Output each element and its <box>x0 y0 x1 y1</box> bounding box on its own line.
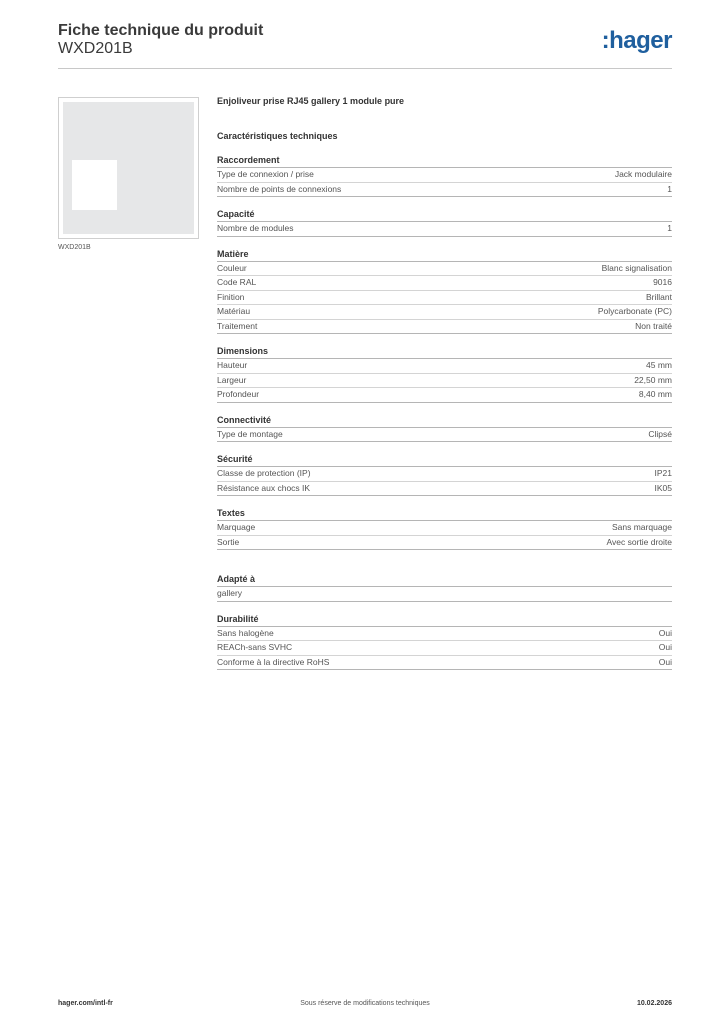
page-title: Fiche technique du produit <box>58 22 264 39</box>
product-reference: WXD201B <box>58 40 133 57</box>
spec-content <box>217 94 672 670</box>
spec-row <box>217 168 672 183</box>
section-title: Dimensions <box>217 345 672 359</box>
spec-section <box>217 573 672 602</box>
spec-label: Classe de protection (IP) <box>217 468 311 478</box>
spec-row <box>217 320 672 335</box>
spec-value: Blanc signalisation <box>601 262 672 273</box>
spec-value: Sans marquage <box>611 522 672 532</box>
spec-value: Oui <box>658 627 672 638</box>
spec-row <box>217 536 672 551</box>
hager-logo: :hager <box>601 27 672 54</box>
section-title: Sécurité <box>217 453 672 467</box>
section-title: Capacité <box>217 208 672 222</box>
spec-row <box>217 521 672 536</box>
footer-website[interactable]: hager.com/intl-fr <box>58 1000 113 1007</box>
section-title: Raccordement <box>217 154 672 168</box>
spec-label: Conforme à la directive RoHS <box>217 656 330 667</box>
spec-row <box>217 388 672 403</box>
spec-value: Avec sortie droite <box>606 536 672 547</box>
spec-row <box>217 262 672 277</box>
spec-value: 8,40 mm <box>638 389 672 399</box>
page-footer <box>58 998 672 1010</box>
spec-row <box>217 627 672 642</box>
spec-row <box>217 183 672 198</box>
section-title: Connectivité <box>217 414 672 428</box>
spec-value: 22,50 mm <box>634 374 672 385</box>
spec-section <box>217 613 672 671</box>
product-image <box>58 97 199 239</box>
spec-value: Jack modulaire <box>614 169 672 179</box>
spec-row <box>217 587 672 602</box>
spec-row <box>217 305 672 320</box>
spec-section <box>217 414 672 443</box>
spec-label: Hauteur <box>217 360 248 370</box>
spec-value: Clipsé <box>648 428 672 439</box>
spec-section <box>217 248 672 335</box>
section-title: Adapté à <box>217 573 672 587</box>
spec-section <box>217 345 672 403</box>
spec-label: REACh-sans SVHC <box>217 642 293 652</box>
spec-label: Type de montage <box>217 428 283 439</box>
spec-label: gallery <box>217 588 243 598</box>
spec-value: Brillant <box>646 291 672 302</box>
footer-date: 10.02.2026 <box>636 1000 672 1007</box>
spec-label: Sans halogène <box>217 627 274 638</box>
spec-label: Traitement <box>217 320 258 331</box>
section-title: Matière <box>217 248 672 262</box>
spec-section <box>217 154 672 197</box>
section-title: Durabilité <box>217 613 672 627</box>
spec-label: Finition <box>217 291 245 302</box>
spec-row <box>217 656 672 671</box>
spec-section <box>217 507 672 550</box>
spec-row <box>217 641 672 656</box>
product-name: Enjoliveur prise RJ45 gallery 1 module pure <box>217 96 405 106</box>
spec-value: Non traité <box>635 320 672 331</box>
spec-section <box>217 208 672 237</box>
section-title: Textes <box>217 507 672 521</box>
spec-value: IP21 <box>654 468 672 478</box>
spec-section <box>217 453 672 496</box>
spec-label: Type de connexion / prise <box>217 169 314 179</box>
spec-heading: Caractéristiques techniques <box>217 131 338 141</box>
spec-label: Sortie <box>217 536 240 547</box>
spec-value: Polycarbonate (PC) <box>597 306 672 316</box>
header-divider <box>58 68 672 69</box>
spec-label: Largeur <box>217 374 247 385</box>
spec-value: 45 mm <box>646 360 672 370</box>
spec-label: Matériau <box>217 306 251 316</box>
spec-sections <box>217 154 672 670</box>
spec-row <box>217 467 672 482</box>
spec-row <box>217 482 672 497</box>
spec-value: IK05 <box>654 482 672 493</box>
spec-row <box>217 291 672 306</box>
spec-label: Nombre de points de connexions <box>217 183 342 194</box>
spec-label: Marquage <box>217 522 256 532</box>
spec-row <box>217 359 672 374</box>
image-caption: WXD201B <box>58 244 91 251</box>
spec-label: Profondeur <box>217 389 260 399</box>
spec-label: Résistance aux chocs IK <box>217 482 311 493</box>
spec-value: 1 <box>667 183 672 194</box>
spec-value: 1 <box>667 223 672 233</box>
footer-disclaimer: Sous réserve de modifications techniques <box>300 1000 430 1007</box>
rj45-opening <box>72 160 117 210</box>
spec-row <box>217 374 672 389</box>
spec-value: Oui <box>658 642 672 652</box>
spec-value: Oui <box>658 656 672 667</box>
spec-label: Couleur <box>217 262 247 273</box>
spec-row <box>217 276 672 291</box>
spec-row <box>217 222 672 237</box>
spec-label: Code RAL <box>217 277 257 287</box>
spec-value: 9016 <box>653 277 672 287</box>
spec-label: Nombre de modules <box>217 223 294 233</box>
cover-plate <box>63 102 194 234</box>
spec-row <box>217 428 672 443</box>
